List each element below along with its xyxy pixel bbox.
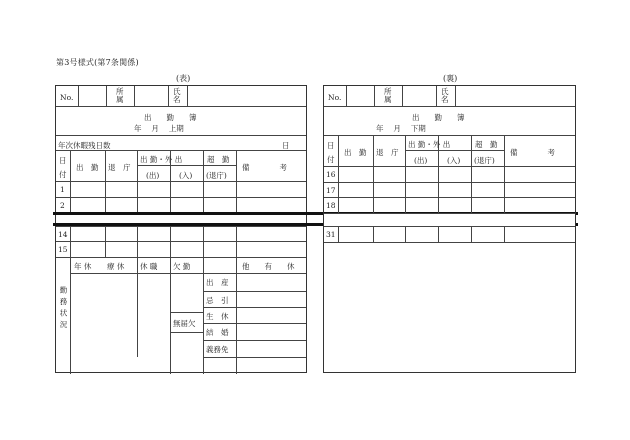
back-book-title: 出 勤 簿 — [412, 113, 465, 122]
back-attend-header: 出 勤 — [344, 148, 367, 157]
front-leave-days-label: 年次休暇残日数 — [58, 141, 111, 150]
front-leave-header: 退 庁 — [108, 163, 131, 172]
leave-type-duty-exemption: 義務免 — [206, 345, 229, 354]
back-overtime-header: 超 勤 — [475, 140, 498, 149]
front-row-day: 14 — [58, 230, 68, 239]
back-name-label: 氏 名 — [441, 87, 449, 104]
front-side-label: (表) — [176, 74, 191, 83]
status-other-leave: 他 有 休 — [242, 262, 295, 271]
back-row-day: 18 — [326, 201, 336, 210]
back-side-label: (裏) — [443, 74, 458, 83]
front-days-unit: 日 — [282, 141, 290, 150]
status-section-label: 勤務状況 — [59, 286, 68, 332]
leave-type-maternity: 出 産 — [206, 278, 229, 287]
back-row-day: 17 — [326, 186, 336, 195]
front-book-title: 出 勤 簿 — [144, 113, 197, 122]
front-out-header: (出) — [146, 171, 160, 180]
back-overtime-sub-header: (退庁) — [474, 156, 495, 165]
back-remarks-header: 備 考 — [510, 148, 555, 157]
back-affiliation-label: 所 属 — [384, 87, 392, 104]
leave-type-marriage: 結 婚 — [206, 328, 229, 337]
back-row-day: 31 — [326, 230, 336, 239]
front-row-day: 2 — [60, 201, 65, 210]
back-period: 年 月 下期 — [376, 124, 426, 133]
back-out-header: (出) — [414, 156, 428, 165]
status-col-absence: 欠 勤 — [173, 262, 191, 271]
back-row-day: 16 — [326, 170, 336, 179]
front-remarks-header: 備 考 — [242, 163, 287, 172]
back-leave-header: 退 庁 — [376, 148, 399, 157]
status-col-annual: 年 休 — [74, 262, 92, 271]
form-title: 第3号様式(第7条関係) — [56, 58, 139, 67]
status-col-medical: 療 休 — [107, 262, 125, 271]
front-row-day: 1 — [60, 185, 65, 194]
back-no-label: No. — [328, 93, 342, 102]
back-in-header: (入) — [447, 156, 461, 165]
front-attendance-form — [55, 85, 307, 373]
front-row-day: 15 — [58, 245, 68, 254]
status-col-suspension: 休 職 — [140, 262, 158, 271]
front-in-header: (入) — [179, 171, 193, 180]
front-attend-header: 出 勤 — [76, 163, 99, 172]
front-affiliation-label: 所 属 — [116, 87, 124, 104]
back-outin-header: 出 勤・外 出 — [408, 140, 451, 149]
front-overtime-header: 超 勤 — [207, 155, 230, 164]
absence-unreported-label: 無届欠 — [173, 319, 196, 328]
back-attendance-form — [323, 85, 576, 373]
front-outin-header: 出 勤・外 出 — [140, 155, 183, 164]
leave-type-menstrual: 生 休 — [206, 312, 229, 321]
front-overtime-sub-header: (退庁) — [206, 171, 227, 180]
front-no-label: No. — [60, 93, 74, 102]
leave-type-bereavement: 忌 引 — [206, 296, 229, 305]
front-name-label: 氏 名 — [173, 87, 181, 104]
back-day-header: 日 付 — [327, 141, 335, 164]
front-period: 年 月 上期 — [134, 124, 184, 133]
front-day-header: 日 付 — [59, 156, 67, 179]
